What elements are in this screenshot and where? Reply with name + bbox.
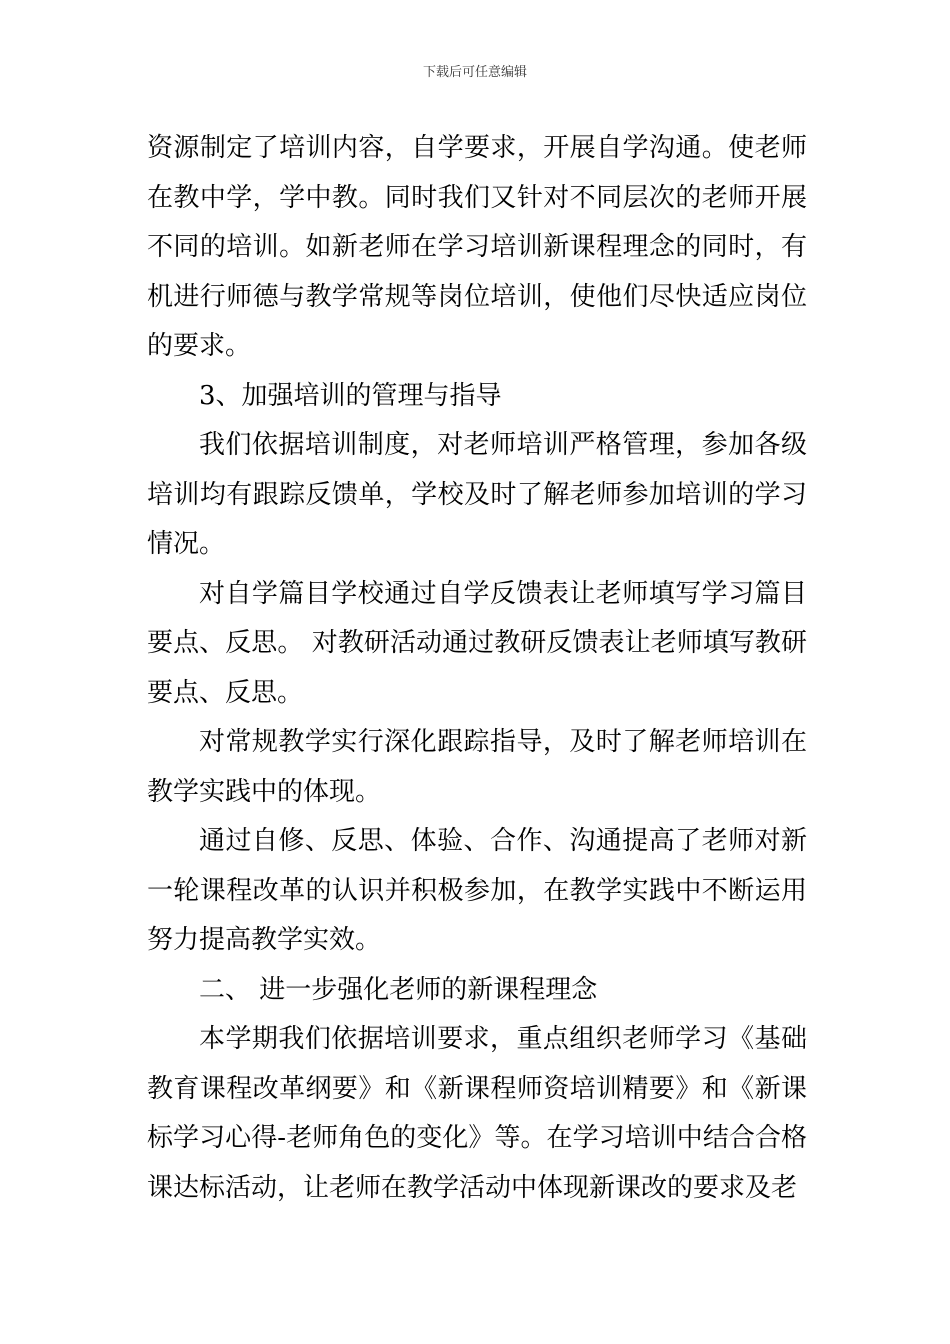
paragraph-continuation: 资源制定了培训内容，自学要求，开展自学沟通。使老师在教中学，学中教。同时我们又针对不同层次的老师开展不同的培训。如新老师在学习培训新课程理念的同时，有机进行师德与教学常规等岗位培训，使他们尽快适应岗位的要求。 (147, 133, 807, 361)
section-heading-2: 二、 进一步强化老师的新课程理念 (199, 974, 598, 1005)
paragraph-routine-teaching: 对常规教学实行深化跟踪指导，及时了解老师培训在教学实践中的体现。 (147, 727, 807, 807)
paragraph-curriculum-study: 本学期我们依据培训要求，重点组织老师学习《基础教育课程改革纲要》和《新课程师资培训精要》和《新课标学习心得-老师角色的变化》等。在学习培训中结合合格课达标活动，让老师在教学活动中体现新课改的要求及老 (147, 1024, 807, 1203)
page-header: 下载后可任意编辑 (422, 65, 527, 80)
document-body (147, 124, 807, 1213)
paragraph-self-study-feedback: 对自学篇目学校通过自学反馈表让老师填写学习篇目要点、反思。 对教研活动通过教研反馈表让老师填写教研要点、反思。 (147, 578, 807, 708)
paragraph-training-management: 我们依据培训制度，对老师培训严格管理，参加各级培训均有跟踪反馈单，学校及时了解老师参加培训的学习情况。 (147, 430, 807, 559)
section-heading-3: 3、加强培训的管理与指导 (199, 380, 502, 411)
paragraph-reflection-results: 通过自修、反思、体验、合作、沟通提高了老师对新一轮课程改革的认识并积极参加，在教学实践中不断运用努力提高教学实效。 (147, 826, 807, 955)
